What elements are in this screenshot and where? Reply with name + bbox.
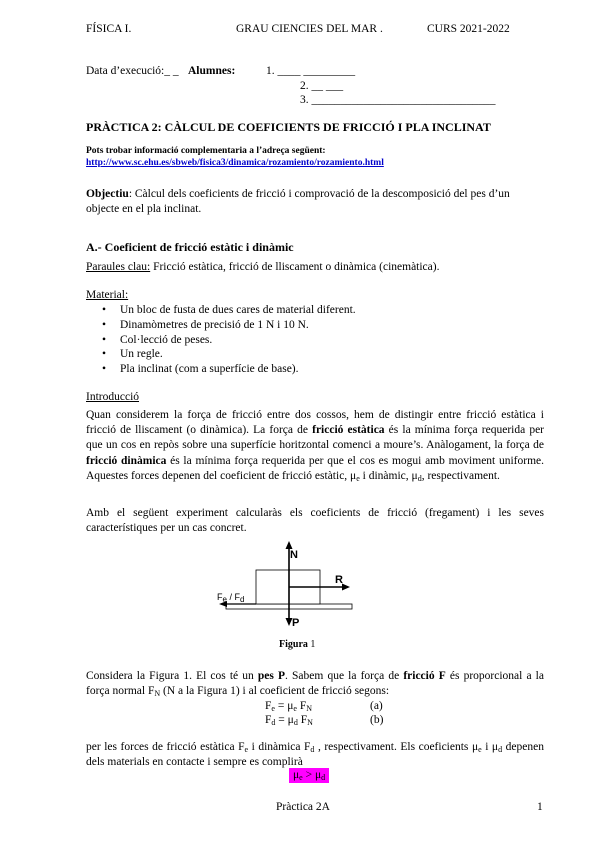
- label-r: R: [335, 574, 343, 586]
- header-course: FÍSICA I.: [86, 23, 132, 35]
- bullet-icon: •: [102, 348, 107, 361]
- bullet-icon: •: [102, 318, 107, 331]
- info-link[interactable]: http://www.sc.ehu.es/sbweb/fisica3/dinamica/rozamiento/rozamiento.html: [86, 157, 384, 168]
- equation-static: $F_e = \mu_e$ $F_N$: [265, 700, 312, 713]
- student-line-1: 1. ____ _________: [266, 65, 356, 77]
- list-item: • Pla inclinat (com a superfície de base).: [86, 362, 486, 377]
- equation-tag-a: (a): [370, 700, 383, 712]
- label-p: P: [292, 617, 300, 629]
- pull-arrowhead: [342, 584, 350, 591]
- header-degree: GRAU CIENCIES DEL MAR .: [236, 23, 383, 35]
- intro-paragraph-2: Amb el següent experiment calcularàs els coeficients de fricció (fregament) i les seves característiques per un cas concret.: [86, 507, 544, 535]
- page-number: 1: [537, 801, 543, 813]
- label-friction: $F_e / F_d$: [217, 592, 245, 604]
- section-a-title: A.- Coeficient de fricció estàtic i dinàmic: [86, 240, 294, 254]
- student-line-2: 2. __ ___: [300, 80, 344, 92]
- footer-title: Pràctica 2A: [276, 801, 330, 813]
- list-item: • Dinamòmetres de precisió de 1 N i 10 N.: [86, 318, 486, 333]
- objective-paragraph: [86, 187, 544, 217]
- keywords-label: Paraules clau:: [86, 261, 151, 273]
- consider-paragraph: Considera la Figura 1. El cos té un pes P. Sabem que la força de fricció F és proporcional a la força normal $F_N$ (N a la Figura 1) i al coeficient de fricció segons:: [86, 670, 544, 699]
- material-list: [86, 303, 486, 377]
- intro-label: Introducció: [86, 391, 140, 403]
- info-text: Pots trobar informació complementaria a l’adreça següent:: [86, 146, 326, 156]
- bullet-icon: •: [102, 333, 107, 346]
- date-field-label: Data d’execució:_ _: [86, 65, 179, 77]
- students-label: Alumnes:: [188, 65, 236, 77]
- list-item: • Col·lecció de peses.: [86, 333, 486, 348]
- list-item: • Un regle.: [86, 347, 486, 362]
- equation-dynamic: $F_d = \mu_d$ $F_N$: [265, 714, 313, 727]
- student-line-3: 3. ________________________________: [300, 94, 496, 106]
- keywords-line: [86, 260, 439, 275]
- intro-paragraph-1: Quan considerem la força de fricció entre dos cossos, hem de distingir entre fricció estàtica i fricció de lliscament (o dinàmica). La força de fricció estàtica és la mínima força requerida per que un cos en repòs sobre una superfície horitzontal comenci a moure’s. Anàlogament, la força de fricció dinàmica és la mínima força requerida per que el cos es mogui amb moviment uniforme. Aquestes forces depenen del coeficient de fricció estàtic, $\mu_e$ i dinàmic, $\mu_d$, respectivament.: [86, 409, 545, 483]
- list-item: • Un bloc de fusta de dues cares de material diferent.: [86, 303, 486, 318]
- material-label: Material:: [86, 289, 129, 301]
- bullet-icon: •: [102, 304, 107, 316]
- equation-tag-b: (b): [370, 714, 384, 726]
- practice-title: PRÀCTICA 2: CÀLCUL DE COEFICIENTS DE FRICCIÓ I PLA INCLINAT: [86, 120, 491, 134]
- label-n: N: [290, 549, 298, 561]
- objective-text: : Càlcul dels coeficients de fricció i comprovació de la descomposició del pes d’un objecte en el pla inclinat.: [86, 188, 510, 216]
- keywords-text: Fricció estàtica, fricció de lliscament o dinàmica (cinemàtica).: [150, 261, 440, 273]
- figure-caption: Figura 1: [279, 639, 316, 650]
- coefficients-paragraph: per les forces de fricció estàtica $F_e$ i dinàmica $F_d$ , respectivament. Els coeficients $\mu_e$ i $\mu_d$ depenen dels materials en contacte i sempre es complirà: [86, 741, 544, 769]
- header-year: CURS 2021-2022: [427, 23, 510, 35]
- objective-label: Objectiu: [86, 188, 129, 200]
- bullet-icon: •: [102, 363, 107, 376]
- info-block: [86, 146, 384, 170]
- inequality-highlight: $\mu_e > \mu_d$: [289, 768, 329, 783]
